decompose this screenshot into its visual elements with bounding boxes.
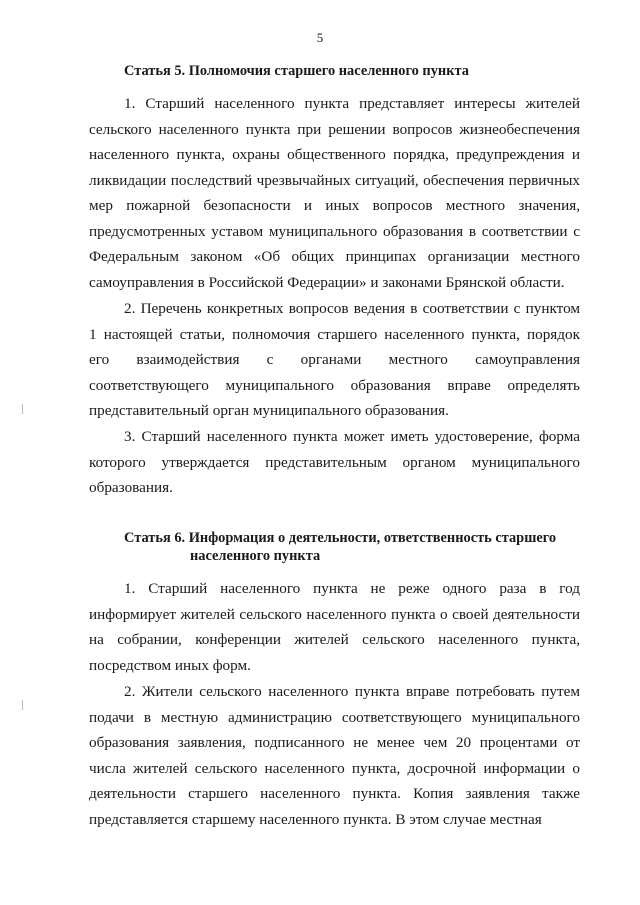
article-6-heading-line-2: населенного пункта xyxy=(190,548,321,564)
article-5-paragraph-3: 3. Старший населенного пункта может иметь удостоверение, форма которого утверждается представительным органом муниципального образования. xyxy=(89,428,580,496)
article-5-paragraph-2: 2. Перечень конкретных вопросов ведения в соответствии с пунктом 1 настоящей статьи, полномочия старшего населенного пункта, порядок его взаимодействия с органами местного самоуправления соответствующего муниципального образования вправе определять представительный орган муниципального образования. xyxy=(89,300,580,419)
article-6-heading-line-1: Статья 6. Информация о деятельности, ответственность старшего xyxy=(124,530,557,546)
page-number: 5 xyxy=(316,30,324,45)
article-6-paragraph-1: 1. Старший населенного пункта не реже одного раза в год информирует жителей сельского населенного пункта о своей деятельности на собрании, конференции жителей сельского населенного пункта, посредством иных форм. xyxy=(89,580,580,674)
scan-margin-mark xyxy=(22,404,23,414)
article-6-paragraph-2: 2. Жители сельского населенного пункта вправе потребовать путем подачи в местную администрацию соответствующего муниципального образования заявления, подписанного не менее чем 20 процентами от числа жителей сельского населенного пункта, досрочной информации о деятельности старшего населенного пункта. Копия заявления также представляется старшему населенного пункта. В этом случае местная xyxy=(89,683,580,828)
article-6-heading xyxy=(124,529,594,565)
article-5-paragraph-1: 1. Старший населенного пункта представляет интересы жителей сельского населенного пункта при решении вопросов жизнеобеспечения населенного пункта, охраны общественного порядка, предупреждения и ликвидации последствий чрезвычайных ситуаций, обеспечения первичных мер пожарной безопасности и иных вопросов местного значения, предусмотренных уставом муниципального образования в соответствии с Федеральным законом «Об общих принципах организации местного самоуправления в Российской Федерации» и законами Брянской области. xyxy=(89,95,580,291)
article-5-heading: Статья 5. Полномочия старшего населенного пункта xyxy=(124,63,469,79)
scan-margin-mark xyxy=(22,700,23,710)
